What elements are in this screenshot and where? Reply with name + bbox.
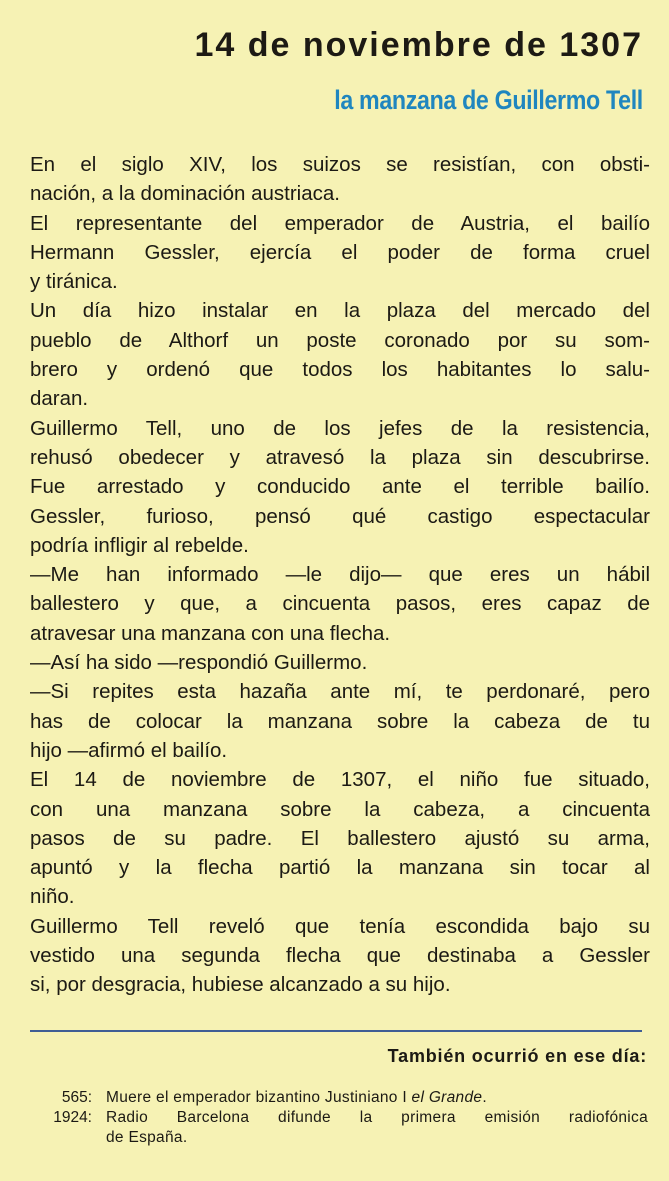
event-text-suffix: . [482,1089,487,1106]
body-line: niño. [30,885,75,909]
body-line: Fue arrestado y conducido ante el terrible bailío. [30,475,650,499]
body-line: atravesar una manzana con una flecha. [30,621,391,645]
also-happened-heading: También ocurrió en ese día: [387,1046,647,1066]
body-line: —Así ha sido —respondió Guillermo. [30,651,368,675]
body-line: rehusó obedecer y atravesó la plaza sin descubrirse. [30,445,650,469]
body-line: Guillermo Tell, uno de los jefes de la resistencia, [30,416,650,440]
body-line: pasos de su padre. El ballestero ajustó su arma, [30,826,650,850]
body-line: Hermann Gessler, ejercía el poder de forma cruel [30,240,650,264]
body-line: hijo —afirmó el bailío. [30,738,228,762]
event-item [28,1108,648,1148]
body-line: ballestero y que, a cincuenta pasos, eres capaz de [30,592,650,616]
body-line: —Me han informado —le dijo— que eres un hábil [30,563,650,587]
body-line: Guillermo Tell reveló que tenía escondida bajo su [30,914,650,938]
body-line: Gessler, furioso, pensó qué castigo espectacular [30,504,650,528]
event-year: 565: [61,1089,92,1106]
body-line: has de colocar la manzana sobre la cabeza de tu [30,709,650,733]
section-divider [30,1030,642,1032]
body-line: daran. [30,387,89,411]
event-text-line: de España. [106,1129,188,1146]
body-line: En el siglo XIV, los suizos se resistían, con obsti- [30,153,650,176]
body-line: podría infligir al rebelde. [30,533,249,557]
body-line: si, por desgracia, hubiese alcanzado a su hijo. [30,973,451,997]
article-body [30,150,650,1000]
event-text-emphasis: el Grande [411,1089,483,1106]
body-line: El 14 de noviembre de 1307, el niño fue situado, [30,768,650,792]
event-item [28,1088,648,1108]
events-list [28,1088,648,1148]
body-line: —Si repites esta hazaña ante mí, te perdonaré, pero [30,680,650,704]
event-year: 1924: [53,1109,92,1126]
event-text [106,1108,648,1148]
body-line: con una manzana sobre la cabeza, a cincuenta [30,797,650,821]
event-text [106,1088,648,1108]
date-title: 14 de noviembre de 1307 [194,26,643,64]
body-line: vestido una segunda flecha que destinaba a Gessler [30,944,650,968]
body-line: nación, a la dominación austriaca. [30,182,340,206]
body-line: Un día hizo instalar en la plaza del mercado del [30,299,650,323]
body-line: y tiránica. [30,270,118,294]
body-line: El representante del emperador de Austria, el bailío [30,211,650,235]
body-line: apuntó y la flecha partió la manzana sin tocar al [30,856,650,880]
event-text-main: Muere el emperador bizantino Justiniano I [106,1089,412,1106]
article-title: la manzana de Guillermo Tell [334,85,643,115]
event-text-line: Radio Barcelona difunde la primera emisión radiofónica [106,1109,648,1126]
body-line: pueblo de Althorf un poste coronado por su som- [30,328,650,352]
body-line: brero y ordenó que todos los habitantes lo salu- [30,358,650,382]
